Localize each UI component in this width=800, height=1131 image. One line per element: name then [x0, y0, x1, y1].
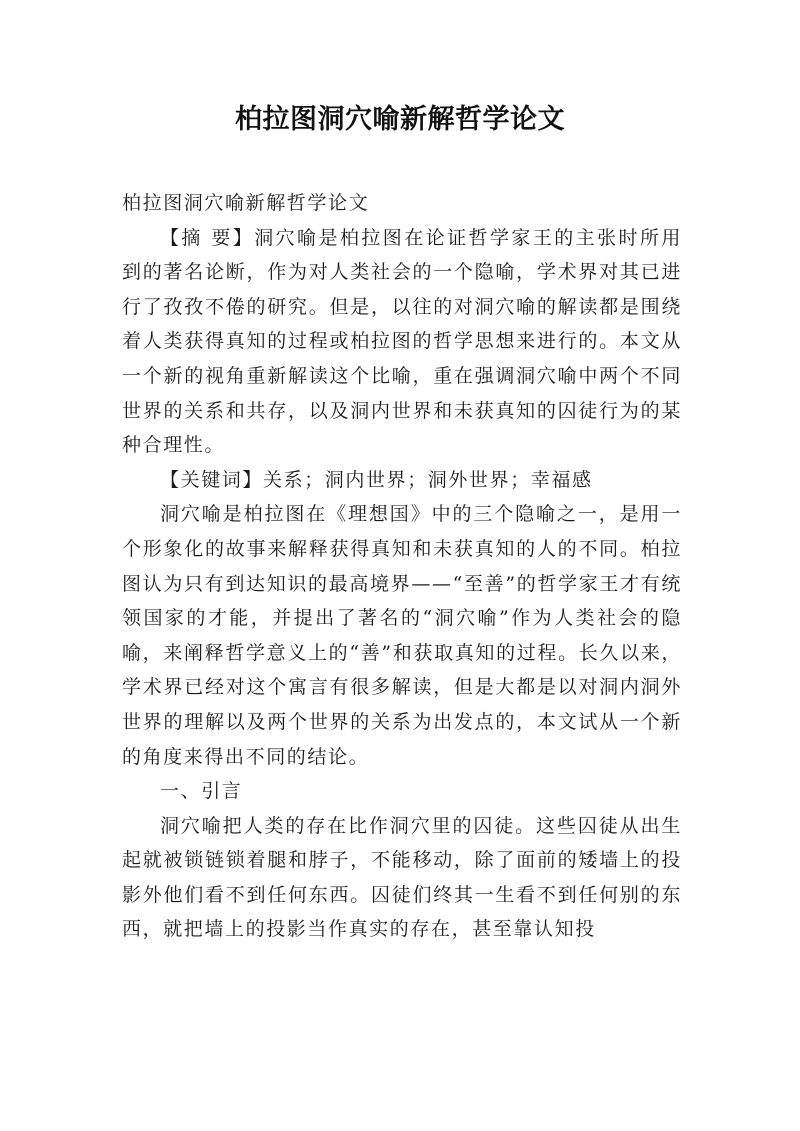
- abstract-paragraph: 【摘 要】洞穴喻是柏拉图在论证哲学家王的主张时所用到的著名论断，作为对人类社会的一个隐喻，学术界对其已进行了孜孜不倦的研究。但是，以往的对洞穴喻的解读都是围绕着人类获得真知的过程或柏拉图的哲学思想来进行的。本文从一个新的视角重新解读这个比喻，重在强调洞穴喻中两个不同世界的关系和共存，以及洞内世界和未获真知的囚徒行为的某种合理性。: [122, 226, 682, 457]
- subtitle-paragraph: 柏拉图洞穴喻新解哲学论文: [122, 192, 370, 214]
- section-heading-introduction: 一、引言: [160, 780, 243, 803]
- body-paragraph: 洞穴喻把人类的存在比作洞穴里的囚徒。这些囚徒从出生起就被锁链锁着腿和脖子，不能移动，除了面前的矮墙上的投影外他们看不到任何东西。囚徒们终其一生看不到任何别的东西，就把墙上的投影当作真实的存在，甚至靠认知投: [122, 814, 682, 941]
- keywords-paragraph: 【关键词】关系；洞内世界；洞外世界；幸福感: [160, 468, 593, 491]
- intro-paragraph: 洞穴喻是柏拉图在《理想国》中的三个隐喻之一，是用一个形象化的故事来解释获得真知和未获真知的人的不同。柏拉图认为只有到达知识的最高境界——“至善”的哲学家王才有统领国家的才能，并提出了著名的“洞穴喻”作为人类社会的隐喻，来阐释哲学意义上的“善”和获取真知的过程。长久以来，学术界已经对这个寓言有很多解读，但是大都是以对洞内洞外世界的理解以及两个世界的关系为出发点的，本文试从一个新的角度来得出不同的结论。: [122, 503, 682, 768]
- document-title: 柏拉图洞穴喻新解哲学论文: [235, 104, 565, 135]
- document-body: [122, 186, 682, 947]
